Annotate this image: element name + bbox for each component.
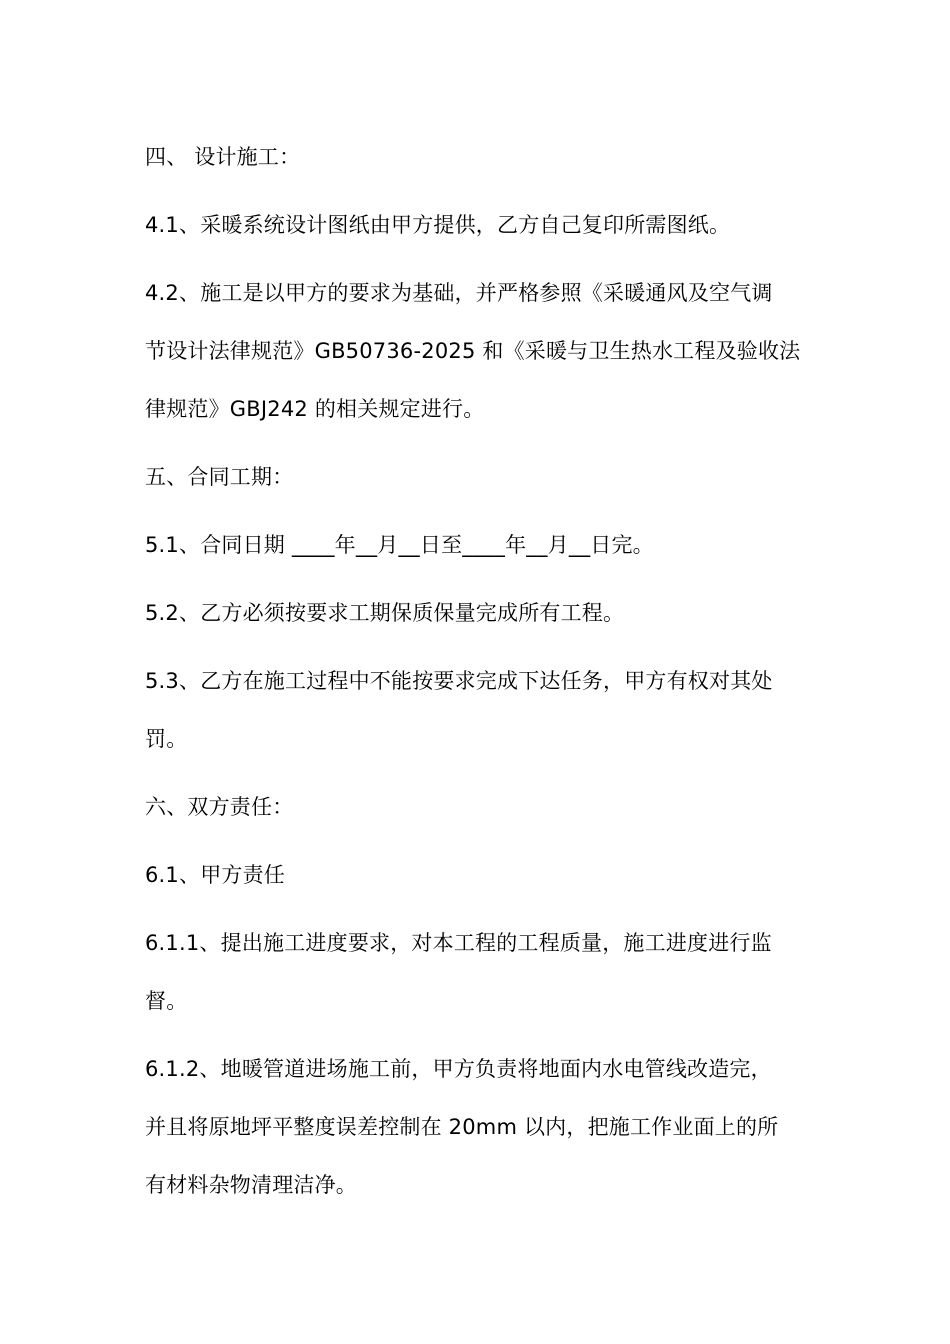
text-line: 六、双方责任： xyxy=(145,795,294,819)
clause-6-1-2 xyxy=(145,1040,805,1214)
text-line: 5.2、乙方必须按要求工期保质保量完成所有工程。 xyxy=(145,601,625,625)
text-line: 律规范》GBJ242 的相关规定进行。 xyxy=(145,397,485,421)
clause-4-1 xyxy=(145,196,805,254)
text-line: 督。 xyxy=(145,989,188,1013)
text-line: 有材料杂物清理洁净。 xyxy=(145,1173,357,1197)
section-heading-contract-period xyxy=(145,448,805,506)
text-line: 节设计法律规范》GB50736-2025 和《采暖与卫生热水工程及验收法 xyxy=(145,339,801,363)
clause-5-1 xyxy=(145,516,805,574)
text-line: 4.1、采暖系统设计图纸由甲方提供，乙方自己复印所需图纸。 xyxy=(145,213,731,237)
clause-5-2 xyxy=(145,584,805,642)
document-body xyxy=(145,128,805,1224)
section-heading-design-construction xyxy=(145,128,805,186)
clause-6-1-1 xyxy=(145,914,805,1030)
text-line: 五、合同工期： xyxy=(145,465,294,489)
text-line: 罚。 xyxy=(145,727,188,751)
section-heading-responsibilities xyxy=(145,778,805,836)
text-line: 并且将原地坪平整度误差控制在 20mm 以内，把施工作业面上的所 xyxy=(145,1115,779,1139)
clause-5-3 xyxy=(145,652,805,768)
text-line: 四、 设计施工： xyxy=(145,145,301,169)
text-line: 5.1、合同日期 ____年__月__日至____年__月__日完。 xyxy=(145,533,654,557)
text-line: 6.1.2、地暖管道进场施工前，甲方负责将地面内水电管线改造完， xyxy=(145,1057,772,1081)
text-line: 5.3、乙方在施工过程中不能按要求完成下达任务，甲方有权对其处 xyxy=(145,669,773,693)
text-line: 6.1、甲方责任 xyxy=(145,863,285,887)
text-line: 6.1.1、提出施工进度要求，对本工程的工程质量，施工进度进行监 xyxy=(145,931,772,955)
clause-4-2 xyxy=(145,264,805,438)
text-line: 4.2、施工是以甲方的要求为基础，并严格参照《采暖通风及空气调 xyxy=(145,281,773,305)
clause-6-1 xyxy=(145,846,805,904)
